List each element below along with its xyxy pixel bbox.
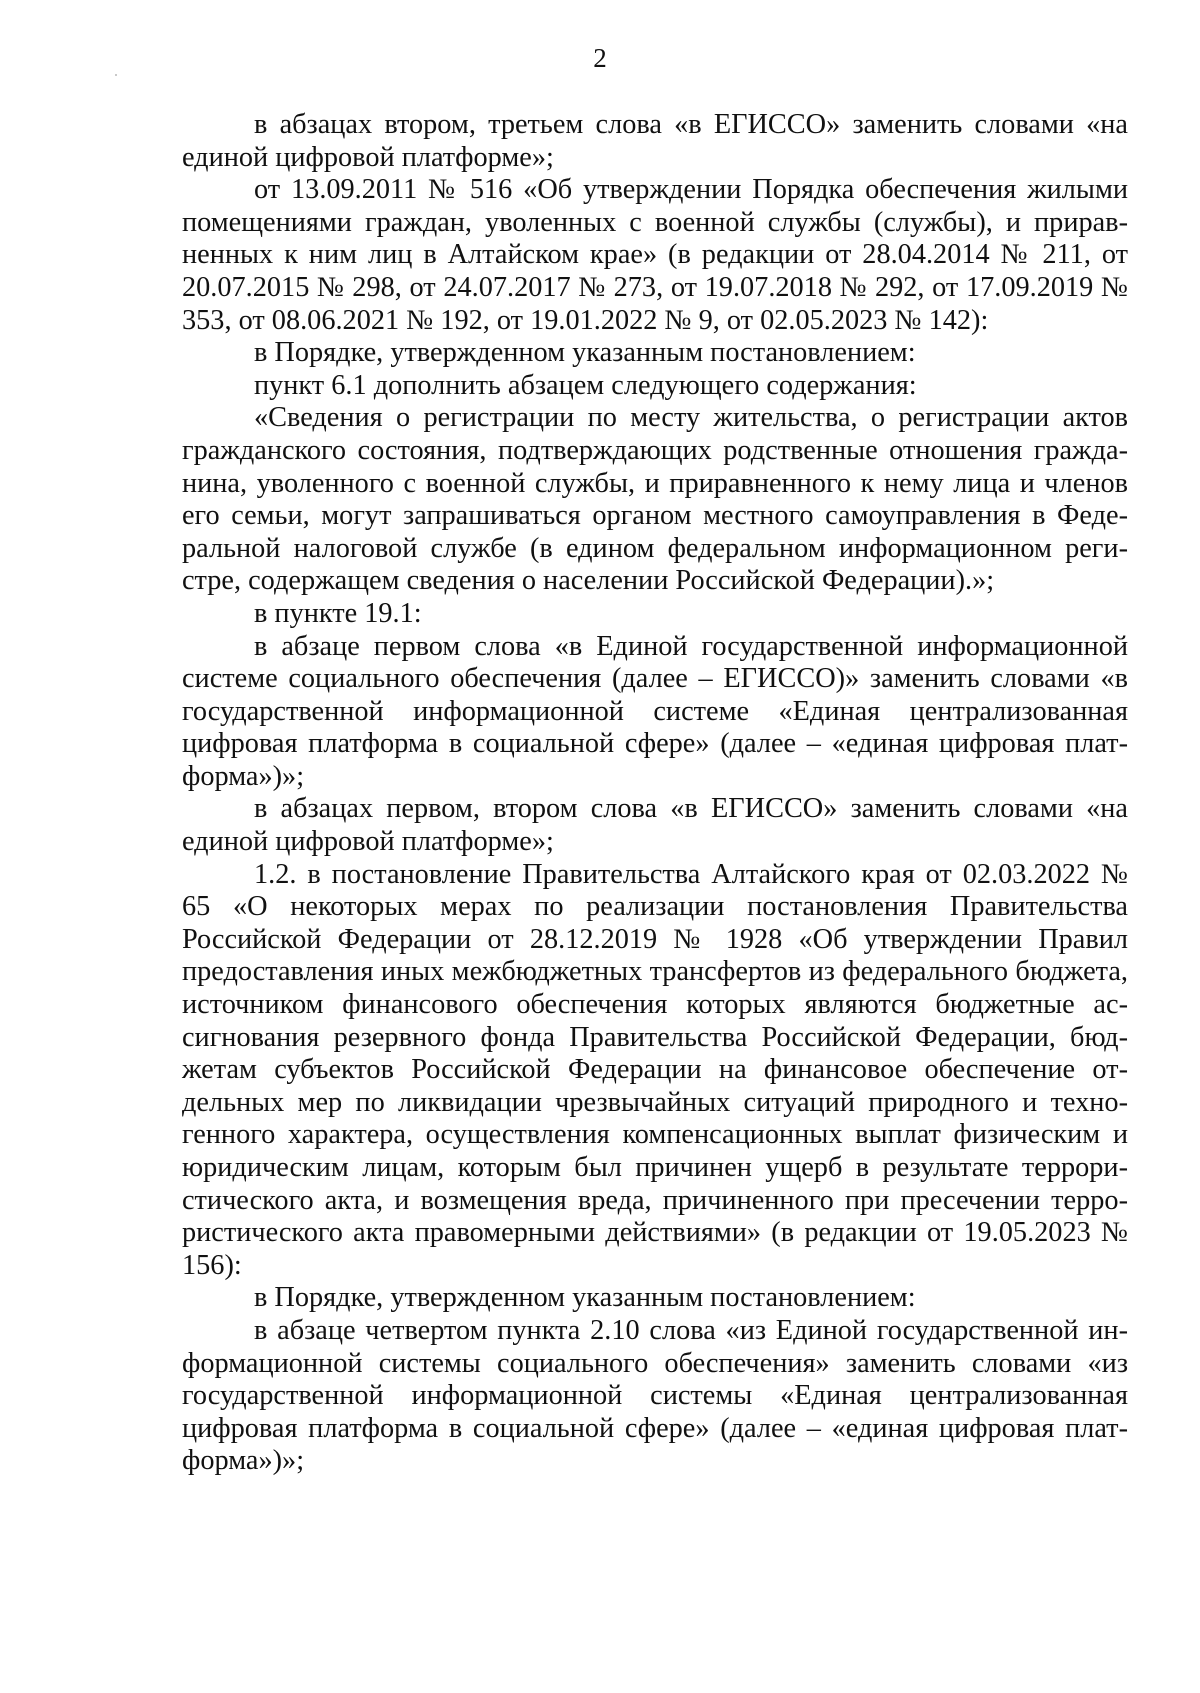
paragraph-3: в Порядке, утвержденном указанным постановлением: [254, 337, 916, 369]
paragraph-9: 1.2. в постановление Правительства Алтайского края от 02.03.2022 № 65 «О некоторых мерах по реализации постановления Правительства Российской Федерации от 28.12.2019 № 1928 «Об утверждении Правил предоставления иных межбюджетных трансфертов из федерального бюджета, источником финансового обеспечения которых являются бюджетные ассигнования резервного фонда Правительства Российской Федерации, бюджетам субъектов Российской Федерации на финансовое обеспечение отдельных мер по ликвидации чрезвычайных ситуаций природного и техногенного характера, осуществления компенсационных выплат физическим и юридическим лицам, которым был причинен ущерб в результате террористического акта, и возмещения вреда, причиненного при пресечении террористического акта правомерными действиями» (в редакции от 19.05.2023 № 156): [182, 858, 1128, 1281]
paragraph-11: в абзаце четвертом пункта 2.10 слова «из Единой государственной информационной системы социального обеспечения» заменить словами «из государственной информационной системы «Единая централизованная цифровая платформа в социальной сфере» (далее – «единая цифровая платформа»)»; [182, 1314, 1128, 1477]
document-body [182, 109, 1128, 1478]
paragraph-5: «Сведения о регистрации по месту жительства, о регистрации актов гражданского состояния, подтверждающих родственные отношения гражданина, уволенного с военной службы, и приравненного к нему лица и членов его семьи, могут запрашиваться органом местного самоуправления в Федеральной налоговой службе (в едином федеральном информационном регистре, содержащем сведения о населении Российской Федерации).»; [182, 402, 1128, 597]
paragraph-1: в абзацах втором, третьем слова «в ЕГИССО» заменить словами «на единой цифровой платформе»; [182, 109, 1128, 173]
paragraph-4: пункт 6.1 дополнить абзацем следующего содержания: [254, 369, 917, 401]
paragraph-7: в абзаце первом слова «в Единой государственной информационной системе социального обеспечения (далее – ЕГИССО)» заменить словами «в государственной информационной системе «Единая централизованная цифровая платформа в социальной сфере» (далее – «единая цифровая платформа»)»; [182, 630, 1128, 792]
page-number: 2 [593, 43, 607, 73]
paragraph-6: в пункте 19.1: [254, 597, 422, 629]
paragraph-2: от 13.09.2011 № 516 «Об утверждении Порядка обеспечения жилыми помещениями граждан, уволенных с военной службы (службы), и приравненных к ним лиц в Алтайском крае» (в редакции от 28.04.2014 № 211, от 20.07.2015 № 298, от 24.07.2017 № 273, от 19.07.2018 № 292, от 17.09.2019 № 353, от 08.06.2021 № 192, от 19.01.2022 № 9, от 02.05.2023 № 142): [182, 174, 1128, 336]
paragraph-8: в абзацах первом, втором слова «в ЕГИССО» заменить словами «на единой цифровой платформе»; [182, 793, 1128, 858]
paragraph-10: в Порядке, утвержденном указанным постановлением: [254, 1282, 916, 1314]
scan-speck [115, 74, 117, 76]
